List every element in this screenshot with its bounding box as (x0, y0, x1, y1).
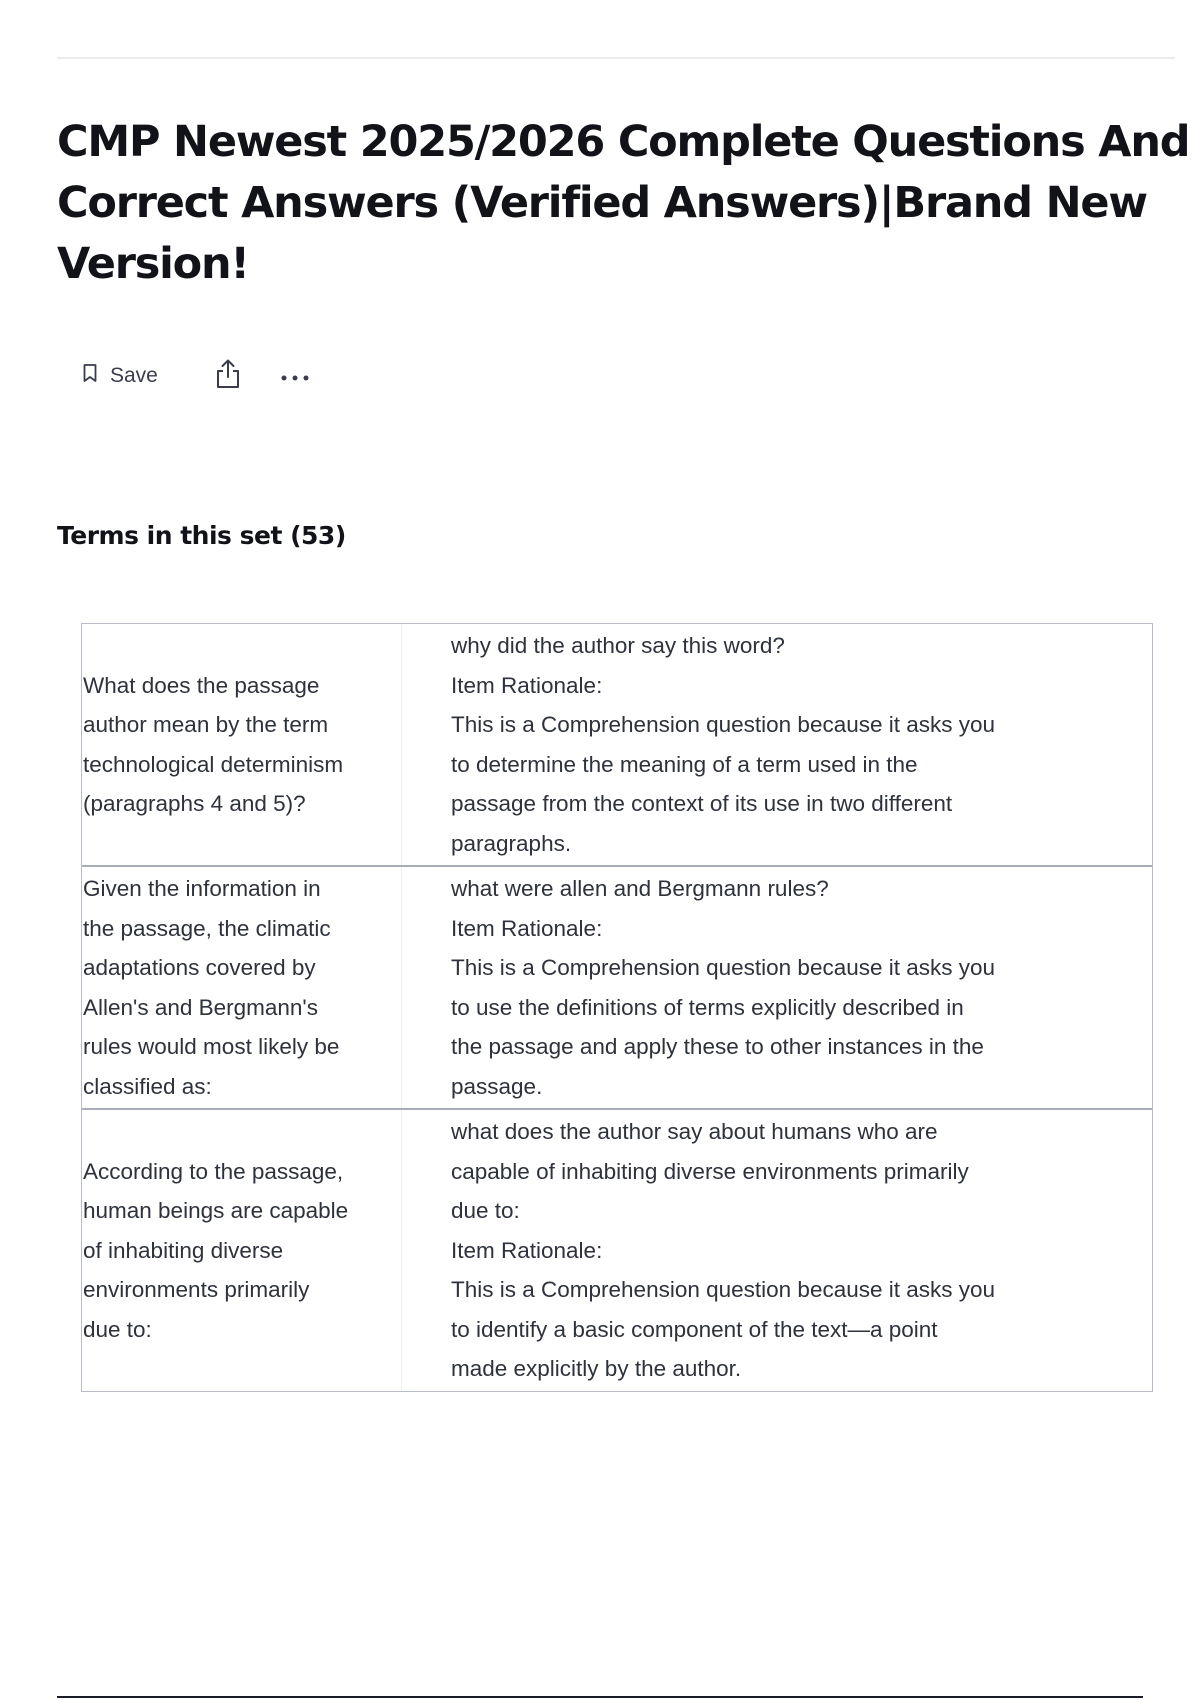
term-text-block (83, 1152, 348, 1350)
definition-line: Item Rationale: (451, 915, 603, 941)
term-text (82, 624, 402, 865)
share-icon (214, 358, 242, 394)
definition-line: made explicitly by the author. (451, 1356, 742, 1381)
definition-line: passage from the context of its use in two different (451, 791, 953, 816)
definition-line: to use the definitions of terms explicitly described in (451, 994, 964, 1020)
definition-line: paragraphs. (451, 830, 572, 856)
definition-text (402, 624, 1152, 865)
definition-line: This is a Comprehension question because it asks you (451, 712, 996, 737)
term-text-block (83, 869, 339, 1106)
definition-line: to determine the meaning of a term used in the (451, 751, 918, 777)
term-text-block (83, 666, 343, 824)
page-title: CMP Newest 2025/2026 Complete Questions And Correct Answers (Verified Answers)|Brand New Version! (57, 117, 1190, 289)
definition-line: what were allen and Bergmann rules? (451, 876, 829, 901)
terms-table (81, 623, 1153, 1392)
definition-line: capable of inhabiting diverse environments primarily (451, 1158, 969, 1184)
term-row (82, 865, 1152, 1108)
definition-line: due to: (451, 1198, 520, 1223)
definition-text (402, 867, 1152, 1108)
definition-text (402, 1110, 1152, 1391)
save-button[interactable] (82, 363, 158, 389)
term-line: According to the passage, (83, 1158, 344, 1184)
save-label: Save (110, 364, 158, 387)
definition-line: why did the author say this word? (451, 633, 785, 658)
term-line: Given the information in (83, 876, 321, 901)
term-line: Allen's and Bergmann's (83, 994, 318, 1020)
term-line: due to: (83, 1316, 152, 1342)
more-horizontal-icon (280, 367, 310, 386)
term-line: of inhabiting diverse (83, 1237, 284, 1263)
term-line: (paragraphs 4 and 5)? (83, 791, 306, 816)
more-options-button[interactable] (280, 367, 310, 386)
definition-line: Item Rationale: (451, 1237, 603, 1263)
term-text (82, 867, 402, 1108)
terms-heading: Terms in this set (53) (57, 521, 346, 550)
term-line: the passage, the climatic (83, 915, 331, 941)
definition-line: the passage and apply these to other instances in the (451, 1034, 984, 1059)
term-line: human beings are capable (83, 1198, 349, 1223)
term-row (82, 1108, 1152, 1391)
term-line: adaptations covered by (83, 955, 316, 980)
definition-line: passage. (451, 1073, 543, 1099)
definition-line: This is a Comprehension question because it asks you (451, 955, 996, 980)
term-row (82, 624, 1152, 865)
term-line: technological determinism (83, 751, 344, 777)
term-line: classified as: (83, 1073, 212, 1099)
definition-line: This is a Comprehension question because it asks you (451, 1277, 996, 1302)
definition-line: to identify a basic component of the text—a point (451, 1316, 938, 1342)
action-bar (82, 356, 310, 396)
term-line: author mean by the term (83, 712, 329, 737)
bottom-divider (57, 1696, 1143, 1698)
definition-line: what does the author say about humans who are (451, 1119, 938, 1144)
term-text (82, 1110, 402, 1391)
term-line: rules would most likely be (83, 1034, 340, 1059)
definition-line: Item Rationale: (451, 672, 603, 698)
term-line: What does the passage (83, 672, 320, 698)
top-divider (57, 57, 1175, 59)
bookmark-icon (82, 363, 110, 389)
term-line: environments primarily (83, 1277, 310, 1302)
share-button[interactable] (214, 358, 242, 394)
